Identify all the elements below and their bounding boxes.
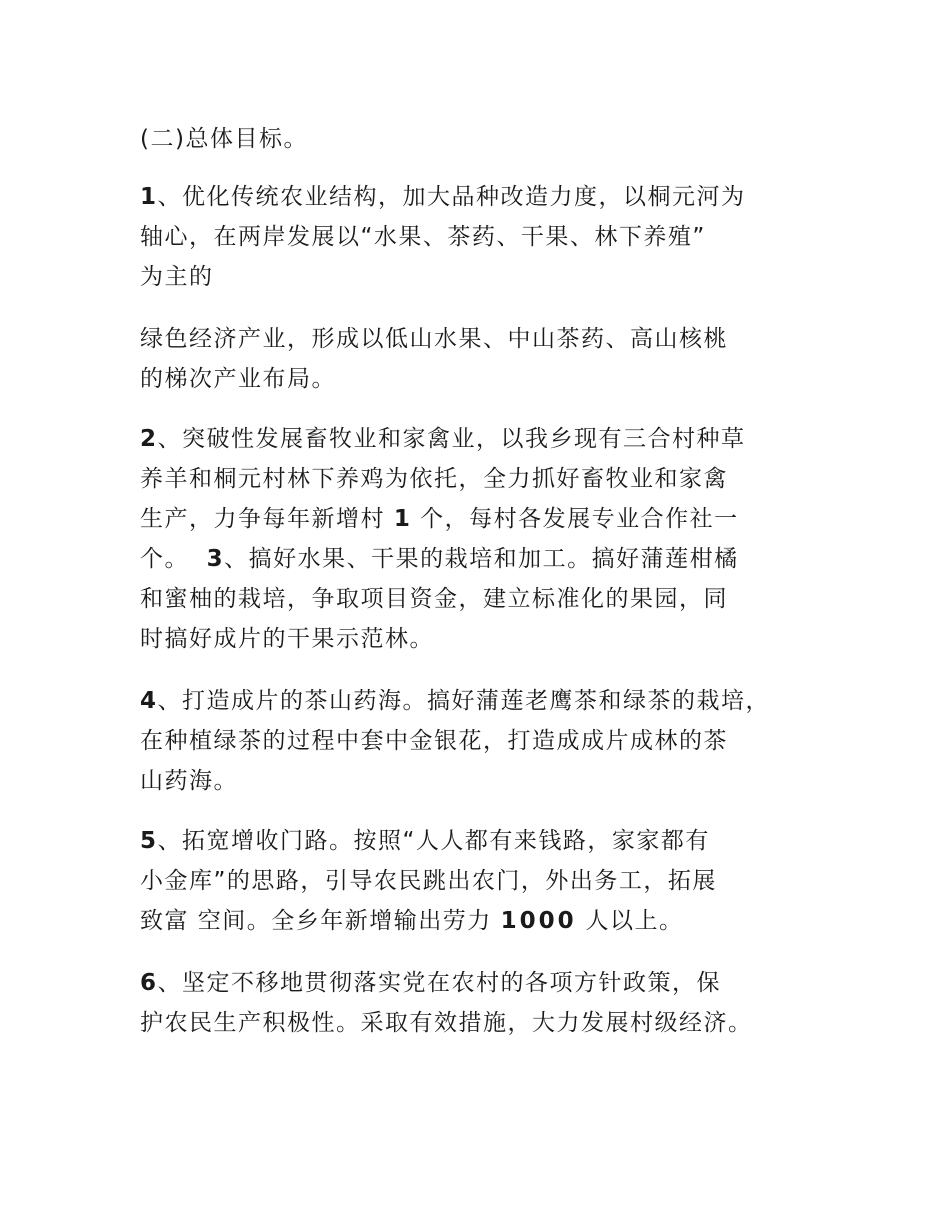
item-number: 3 [206,546,225,572]
item-3-line-3 [140,624,434,654]
line-text: 养羊和桐元村林下养鸡为依托，全力抓好畜牧业和家禽 [140,466,728,492]
item-number: 2 [140,426,158,452]
line-text: 、打造成片的茶山药海。搞好蒲莲老鹰茶和绿茶的栽培， [157,688,771,714]
item-1-line-3 [140,262,214,292]
line-text: 的梯次产业布局。 [140,366,336,392]
line-text: 为主的 [140,264,214,290]
item-number: 6 [140,970,158,996]
item-1-line-1 [140,182,746,212]
line-text: 个，每村各发展专业合作社一 [411,506,739,532]
item-5-line-3 [140,906,683,936]
line-text: 山药海。 [140,768,238,794]
item-6-line-2 [140,1008,753,1038]
line-text: 在种植绿茶的过程中套中金银花，打造成成片成林的茶 [140,728,728,754]
line-text: 、坚定不移地贯彻落实党在农村的各项方针政策，保 [157,970,722,996]
line-text: 、优化传统农业结构，加大品种改造力度，以桐元河为 [157,184,746,210]
line-text: 绿色经济产业，形成以低山水果、中山茶药、高山核桃 [140,326,728,352]
line-text: 、搞好水果、干果的栽培和加工。搞好蒲莲柑橘 [224,546,739,572]
item-number: 4 [140,688,158,714]
line-text: 、拓宽增收门路。按照“人人都有来钱路，家家都有 [157,828,710,854]
line-text: 致富 空间。全乡年新增输出劳力 [140,908,501,934]
item-1-line-2 [140,222,706,252]
item-number: 1 [140,184,158,210]
item-4-line-1 [140,686,770,716]
item-1-cont-line-1 [140,324,728,354]
item-4-line-3 [140,766,238,796]
line-text: 小金库”的思路，引导农民跳出农门，外出务工，拓展 [140,868,717,894]
item-2-line-3 [140,504,739,534]
section-heading [140,124,308,154]
line-text: 人以上。 [576,908,684,934]
line-text: 个。 [140,546,207,572]
item-2-line-4 [140,544,739,574]
item-4-line-2 [140,726,728,756]
inline-number: 1000 [500,908,577,934]
line-text: 生产，力争每年新增村 [140,506,394,532]
item-5-line-1 [140,826,710,856]
line-text: 时搞好成片的干果示范林。 [140,626,434,652]
item-number: 5 [140,828,158,854]
line-text: 护农民生产积极性。采取有效措施，大力发展村级经济。 [140,1010,753,1036]
item-5-line-2 [140,866,717,896]
heading-text: (二)总体目标。 [140,126,308,152]
line-text: 轴心，在两岸发展以“水果、茶药、干果、林下养殖” [140,224,706,250]
line-text: 、突破性发展畜牧业和家禽业，以我乡现有三合村种草 [157,426,746,452]
item-2-line-2 [140,464,728,494]
item-3-line-2 [140,584,728,614]
item-2-line-1 [140,424,746,454]
line-text: 和蜜柚的栽培，争取项目资金，建立标准化的果园，同 [140,586,728,612]
item-6-line-1 [140,968,721,998]
inline-number: 1 [393,506,412,532]
item-1-cont-line-2 [140,364,336,394]
